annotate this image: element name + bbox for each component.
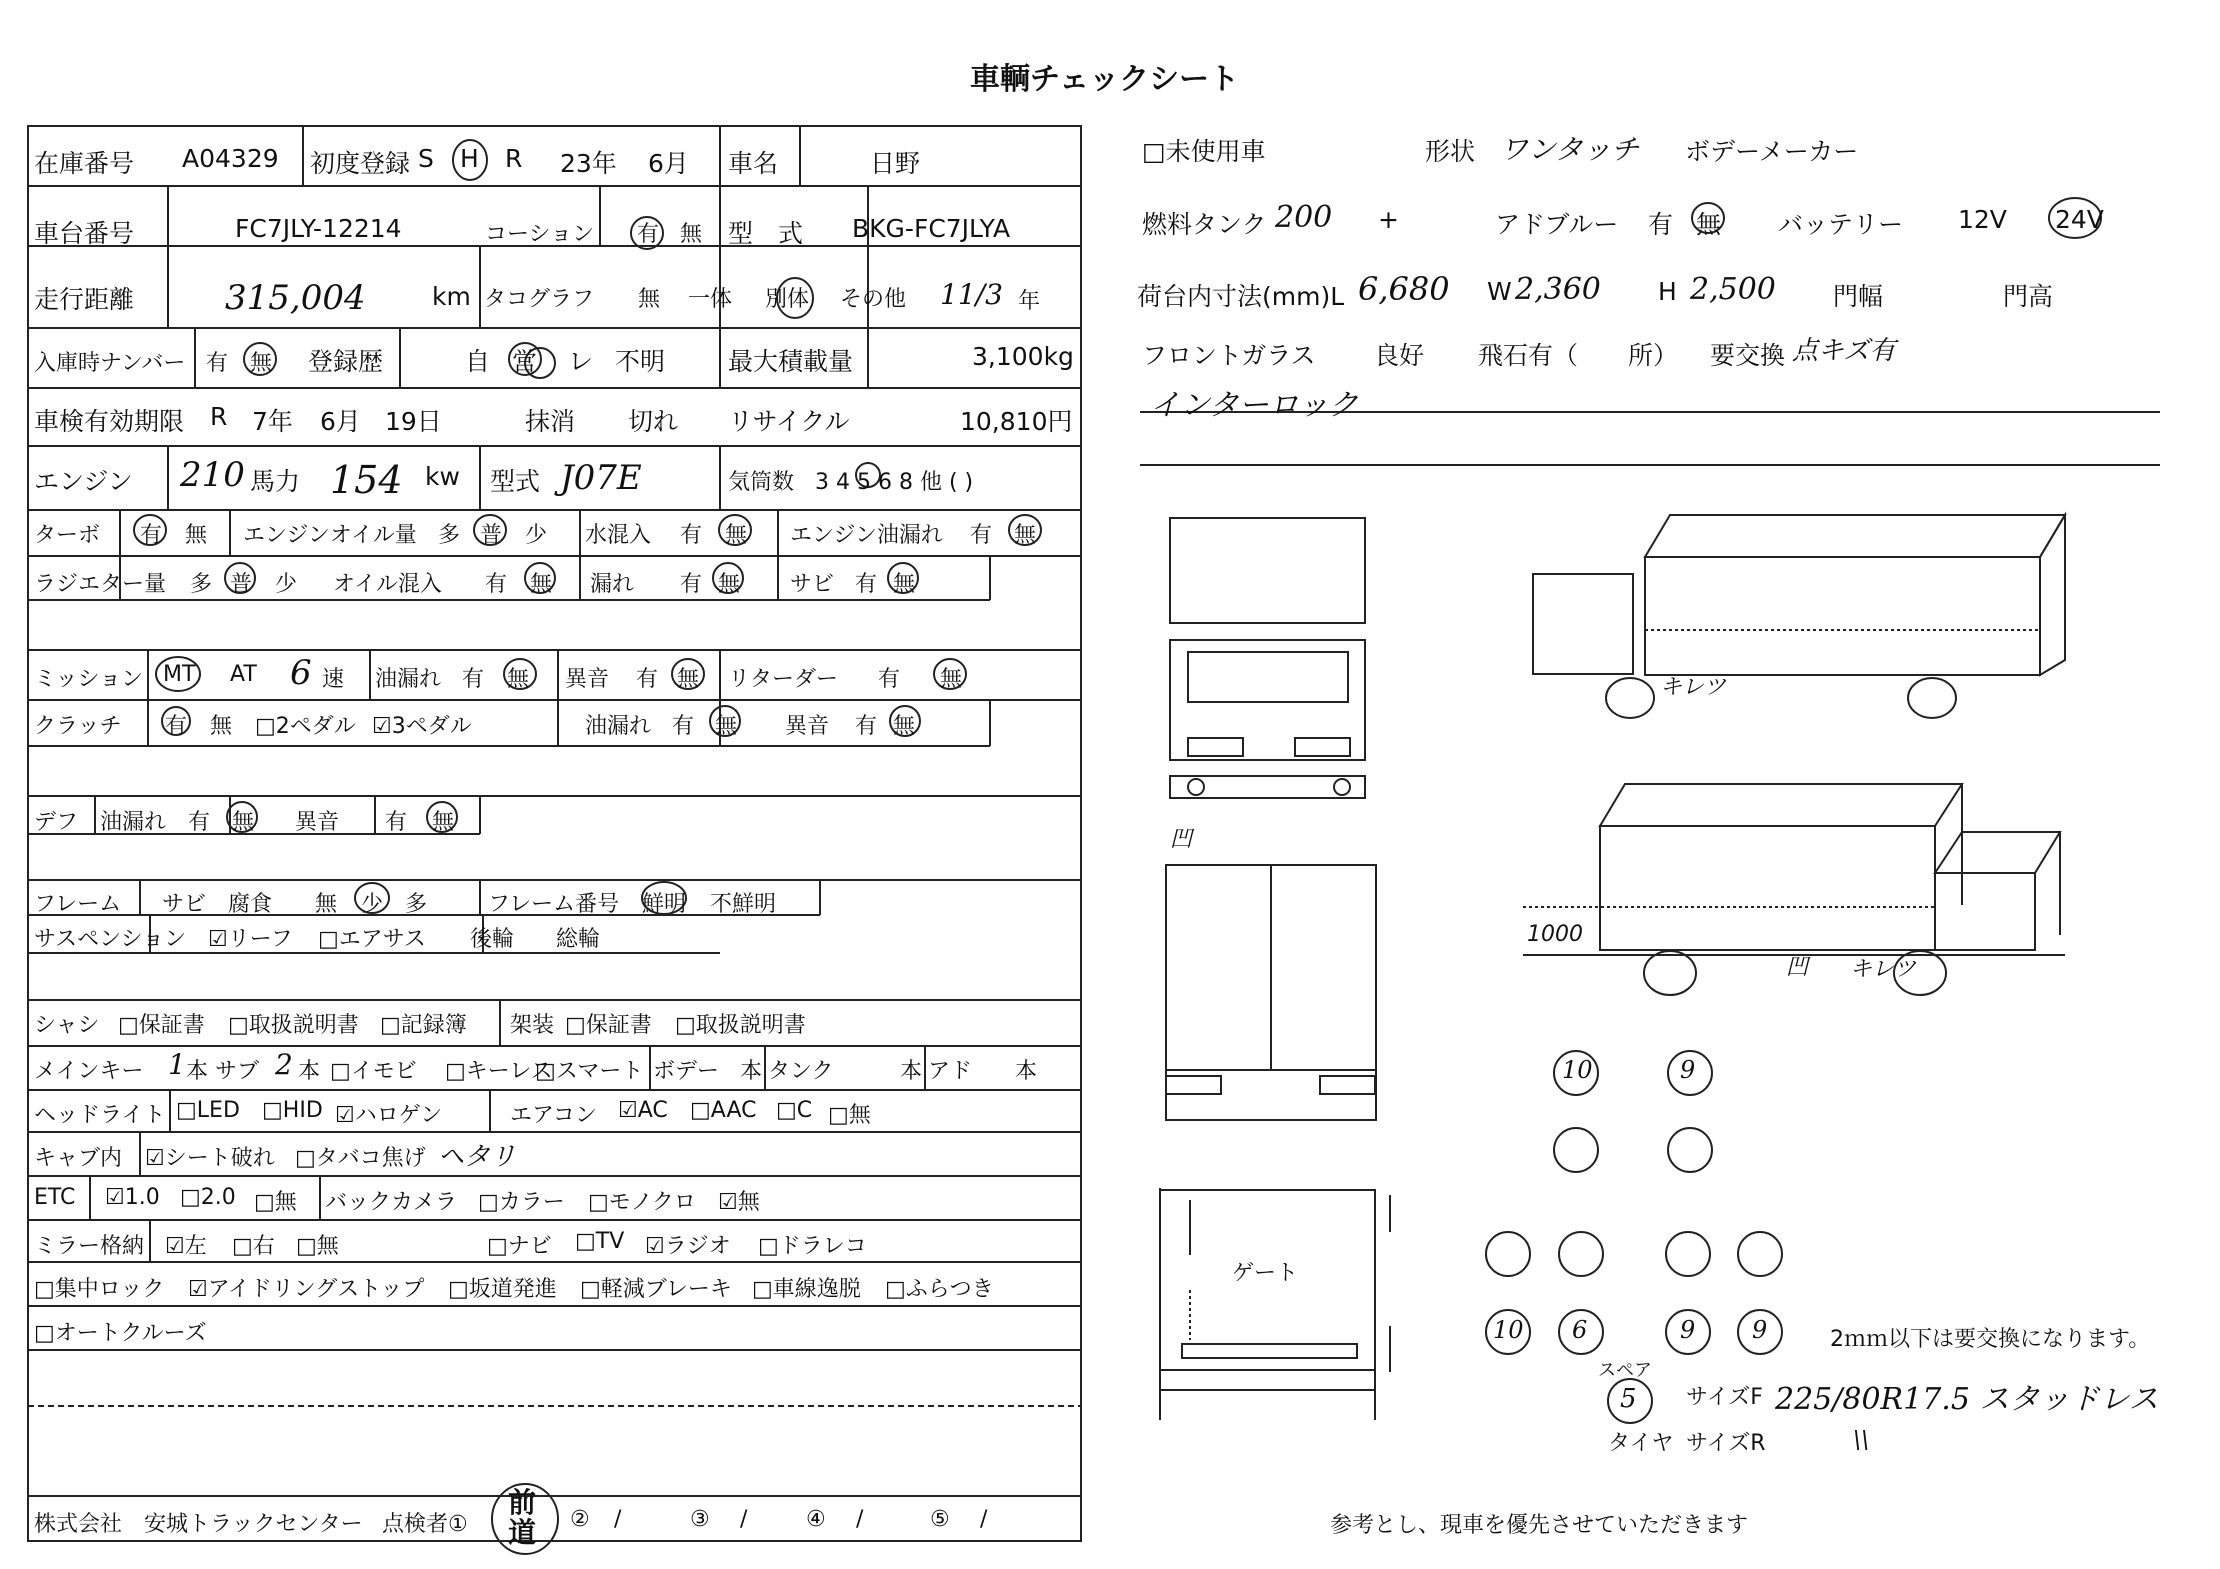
body-key-unit: 本 <box>740 1059 763 1084</box>
seat-tear: ☑シート破れ <box>145 1146 275 1171</box>
caution-has: 有 <box>637 222 660 247</box>
headlight-halogen: ☑ハロゲン <box>335 1103 443 1128</box>
headlight-label: ヘッドライト <box>34 1103 166 1128</box>
fuel-plus: + <box>1378 205 1399 234</box>
first-reg-label: 初度登録 <box>310 149 411 178</box>
tank-key-unit: 本 <box>900 1059 923 1084</box>
insp-month: 6月 <box>320 407 361 436</box>
reg-business: 営 <box>512 347 538 376</box>
engine-model-label: 型式 <box>490 467 541 496</box>
dim-l: 6,680 <box>1358 270 1450 308</box>
year-unit: 年 <box>1018 289 1041 314</box>
plate-has: 有 <box>206 351 229 376</box>
stock-no-label: 在庫番号 <box>34 149 135 178</box>
all-wheel: 総輪 <box>556 927 601 952</box>
pedal3: ☑3ペダル <box>372 714 472 739</box>
diff-noise-none: 無 <box>432 810 455 835</box>
sheet-title: 車輌チェックシート <box>970 62 1240 97</box>
idling-stop: ☑アイドリングストップ <box>188 1277 425 1302</box>
dent-mark-rear: 凹 <box>1170 827 1193 852</box>
inspector-4: ④ <box>806 1507 826 1532</box>
rust-label: サビ <box>790 572 835 597</box>
inspector-2: ② <box>570 1507 590 1532</box>
mission-leak-none: 無 <box>507 667 530 692</box>
company-name: 株式会社 安城トラックセンター <box>34 1512 363 1537</box>
disclaimer: 参考とし、現車を優先させていただきます <box>1330 1513 1749 1538</box>
dims-label: 荷台内寸法(mm)L <box>1137 282 1345 311</box>
clutch-leak-label: 油漏れ <box>585 714 652 739</box>
aircon-label: エアコン <box>510 1103 597 1128</box>
reg-private: 自 <box>465 347 491 376</box>
mileage-label: 走行距離 <box>34 285 135 314</box>
tacho-none: 無 <box>638 287 661 312</box>
air-sus: □エアサス <box>318 927 426 952</box>
inspector-label: 点検者① <box>382 1512 468 1537</box>
rear-wheel: 後輪 <box>470 927 515 952</box>
oil-mix-has: 有 <box>485 572 508 597</box>
size-r-label: サイズR <box>1686 1431 1766 1456</box>
brake-assist: □軽減ブレーキ <box>580 1277 732 1302</box>
insp-year: 7年 <box>252 407 293 436</box>
kw-unit: kw <box>425 462 460 491</box>
gate-height-label: 門高 <box>2003 282 2054 311</box>
hp-unit: 馬力 <box>250 467 301 496</box>
cyl-label: 気筒数 <box>728 470 795 495</box>
sub-key-label: サブ <box>215 1059 260 1084</box>
diff-leak-has: 有 <box>188 810 211 835</box>
frame-rust: サビ 腐食 <box>162 892 273 917</box>
rad-few: 少 <box>275 572 298 597</box>
remarks-note: インターロック <box>1150 388 1359 423</box>
speed-unit: 速 <box>322 667 345 692</box>
engine-kw: 154 <box>330 458 403 502</box>
headlight-hid: □HID <box>262 1098 323 1123</box>
leak-has: 有 <box>680 572 703 597</box>
slash-2: / <box>614 1507 622 1532</box>
smart: □スマート <box>535 1059 644 1084</box>
clutch-noise-none: 無 <box>893 714 916 739</box>
mirror-label: ミラー格納 <box>34 1234 145 1259</box>
model-label: 型 式 <box>728 219 804 248</box>
chassis-no-label: 車台番号 <box>34 219 135 248</box>
mission-noise-label: 異音 <box>565 667 610 692</box>
key-count: 1 <box>168 1048 186 1081</box>
chassis-no: FC7JLY-12214 <box>235 214 402 243</box>
body-key-label: ボデー <box>653 1059 720 1084</box>
windshield-replace: 要交換 <box>1710 341 1786 370</box>
windshield-chips: 飛石有（ 所） <box>1478 341 1679 370</box>
chassis-docs-label: シャシ <box>34 1013 100 1038</box>
mission-noise-has: 有 <box>636 667 659 692</box>
era-s: S <box>418 144 434 173</box>
engine-leak-has: 有 <box>970 523 993 548</box>
max-load-label: 最大積載量 <box>728 347 854 376</box>
frame-none: 無 <box>315 892 338 917</box>
km-unit: km <box>432 282 471 311</box>
rad-many: 多 <box>190 572 213 597</box>
body-manual: □取扱説明書 <box>675 1013 806 1038</box>
ad-key-label: アド <box>928 1059 973 1084</box>
mileage: 315,004 <box>225 278 366 318</box>
immobi: □イモビ <box>330 1059 417 1084</box>
scratch-mark-side: キレツ <box>1850 957 1916 982</box>
mission-noise-none: 無 <box>677 667 700 692</box>
body-docs-label: 架装 <box>510 1013 555 1038</box>
plate-none: 無 <box>250 351 273 376</box>
engine-model: J07E <box>560 458 642 498</box>
diff-leak-label: 油漏れ <box>100 810 167 835</box>
oil-few: 少 <box>525 523 548 548</box>
inspector-3: ③ <box>690 1507 710 1532</box>
turbo-label: ターボ <box>34 523 101 548</box>
mission-leak-has: 有 <box>462 667 485 692</box>
aircon-aac: □AAC <box>690 1098 757 1123</box>
engine-label: エンジン <box>34 467 133 496</box>
gate-width-label: 門幅 <box>1833 282 1884 311</box>
tacho-label: タコグラフ <box>484 287 595 312</box>
tacho-integrated: 一体 <box>688 287 733 312</box>
tire-front-right: 9 <box>1680 1056 1696 1084</box>
pedal2: □2ペダル <box>255 714 356 739</box>
frame-no-label: フレーム番号 <box>488 892 620 917</box>
cab-note: ヘタリ <box>438 1142 517 1172</box>
erased: 抹消 <box>525 407 576 436</box>
size-f: 225/80R17.5 スタッドレス <box>1775 1382 2159 1417</box>
spare-tire: 5 <box>1620 1384 1637 1414</box>
water-none: 無 <box>725 523 748 548</box>
battery-12v: 12V <box>1958 205 2007 234</box>
tire-rear-4: 9 <box>1752 1316 1768 1344</box>
wobble: □ふらつき <box>885 1277 994 1302</box>
central-lock: □集中ロック <box>34 1277 165 1302</box>
turbo-none: 無 <box>185 523 208 548</box>
tire-rear-1: 10 <box>1493 1316 1524 1344</box>
dent-mark-side: 凹 <box>1786 955 1809 980</box>
mission-leak-label: 油漏れ <box>375 667 442 692</box>
drive-recorder: □ドラレコ <box>758 1234 867 1259</box>
slash-3: / <box>740 1507 748 1532</box>
engine-leak-label: エンジン油漏れ <box>790 523 943 548</box>
tv: □TV <box>575 1229 625 1254</box>
key-unit: 本 <box>186 1059 209 1084</box>
unused-check: □未使用車 <box>1142 137 1266 166</box>
car-name: 日野 <box>870 149 921 178</box>
battery-24v: 24V <box>2055 205 2104 234</box>
reg-month: 6月 <box>648 149 689 178</box>
windshield-good: 良好 <box>1374 341 1425 370</box>
rust-has: 有 <box>855 572 878 597</box>
radiator-label: ラジエター量 <box>34 572 167 597</box>
distance-mark: 1000 <box>1527 922 1583 947</box>
turbo-has: 有 <box>140 523 163 548</box>
aircon-c: □C <box>776 1098 813 1123</box>
aircon-ac: ☑AC <box>618 1098 668 1123</box>
inspector-5: ⑤ <box>930 1507 950 1532</box>
retarder-label: リターダー <box>728 667 839 692</box>
tacho-date: 11/3 <box>940 278 1003 311</box>
tire-rear-3: 9 <box>1680 1316 1696 1344</box>
sub-key-unit: 本 <box>298 1059 321 1084</box>
camera-color: □カラー <box>478 1190 565 1215</box>
sub-key-count: 2 <box>275 1048 293 1081</box>
leak-label: 漏れ <box>590 572 635 597</box>
water-mix-label: 水混入 <box>585 523 652 548</box>
ad-key-unit: 本 <box>1015 1059 1038 1084</box>
navi: □ナビ <box>487 1234 552 1259</box>
diff-label: デフ <box>34 810 79 835</box>
camera-none: ☑無 <box>718 1190 760 1215</box>
headlight-led: □LED <box>176 1098 240 1123</box>
suspension-label: サスペンション <box>34 927 187 952</box>
back-camera-label: バックカメラ <box>325 1190 458 1215</box>
scratch-mark-front: キレツ <box>1660 675 1726 700</box>
adblue-has: 有 <box>1648 210 1674 239</box>
inspector-stamp: 前道 <box>508 1486 537 1549</box>
oil-mix-none: 無 <box>530 572 553 597</box>
etc-none: □無 <box>254 1190 297 1215</box>
mirror-left: ☑左 <box>165 1234 207 1259</box>
clutch-noise-has: 有 <box>855 714 878 739</box>
windshield-label: フロントガラス <box>1142 341 1316 370</box>
tire-front-left: 10 <box>1562 1056 1593 1084</box>
at: AT <box>230 662 257 687</box>
retarder-none: 無 <box>940 667 963 692</box>
diff-noise-has: 有 <box>385 810 408 835</box>
rad-normal: 普 <box>230 572 253 597</box>
dim-h-label: H <box>1658 277 1677 306</box>
caution-label: コーション <box>485 222 595 247</box>
body-maker-label: ボデーメーカー <box>1685 137 1859 166</box>
shape-label: 形状 <box>1425 137 1476 166</box>
clutch-label: クラッチ <box>34 714 122 739</box>
engine-hp: 210 <box>180 455 245 495</box>
adblue-label: アドブルー <box>1495 210 1619 239</box>
tire-rear-2: 6 <box>1572 1316 1588 1344</box>
battery-label: バッテリー <box>1778 210 1904 239</box>
era-r: R <box>505 144 523 173</box>
body-warranty: □保証書 <box>565 1013 652 1038</box>
oil-level-label: エンジンオイル量 <box>243 523 417 548</box>
tire-label: タイヤ <box>1608 1431 1674 1456</box>
tire-note: 2ｍｍ以下は要交換になります。 <box>1830 1327 2151 1352</box>
dim-w: 2,360 <box>1515 272 1601 307</box>
mirror-right: □右 <box>232 1234 275 1259</box>
main-key-label: メインキー <box>34 1059 144 1084</box>
mt: MT <box>163 662 196 687</box>
chassis-record: □記録簿 <box>380 1013 467 1038</box>
frame-many: 多 <box>405 892 428 917</box>
reg-rental: レ <box>568 347 594 376</box>
frame-label: フレーム <box>34 892 122 917</box>
diff-noise-label: 異音 <box>295 810 340 835</box>
clutch-leak-has: 有 <box>672 714 695 739</box>
oil-many: 多 <box>438 523 461 548</box>
tobacco: □タバコ焦げ <box>295 1146 426 1171</box>
regist-label: 登録歴 <box>308 347 384 376</box>
radio: ☑ラジオ <box>645 1234 731 1259</box>
clutch-leak-none: 無 <box>715 714 738 739</box>
chassis-manual: □取扱説明書 <box>228 1013 359 1038</box>
slash-4: / <box>856 1507 864 1532</box>
max-load: 3,100kg <box>972 342 1074 371</box>
caution-none: 無 <box>680 222 703 247</box>
lane-departure: □車線逸脱 <box>752 1277 861 1302</box>
dim-w-label: W <box>1487 277 1512 306</box>
retarder-has: 有 <box>878 667 901 692</box>
stock-no: A04329 <box>182 144 279 173</box>
recycle-label: リサイクル <box>728 407 850 436</box>
reg-year: 23年 <box>560 149 617 178</box>
adblue-none: 無 <box>1696 210 1722 239</box>
rust-none: 無 <box>893 572 916 597</box>
mirror-none: □無 <box>296 1234 339 1259</box>
etc-label: ETC <box>34 1185 76 1210</box>
etc-1: ☑1.0 <box>105 1185 160 1210</box>
frame-few: 少 <box>361 892 384 917</box>
recycle: 10,810円 <box>960 407 1073 436</box>
reg-unknown: 不明 <box>615 347 666 376</box>
oil-mix-label: オイル混入 <box>333 572 442 597</box>
aircon-none: □無 <box>828 1103 871 1128</box>
frame-unclear: 不鮮明 <box>710 892 777 917</box>
model: BKG-FC7JLYA <box>852 214 1011 243</box>
shape: ワンタッチ <box>1500 133 1639 166</box>
water-has: 有 <box>680 523 703 548</box>
spare-label: スペア <box>1598 1360 1652 1381</box>
cruise: □オートクルーズ <box>34 1321 207 1346</box>
insp-era: R <box>210 402 228 431</box>
mission-label: ミッション <box>34 667 144 692</box>
keyless: □キーレス <box>445 1059 553 1084</box>
era-h: H <box>460 144 479 173</box>
oil-normal: 普 <box>480 523 503 548</box>
fuel-label: 燃料タンク <box>1142 210 1267 239</box>
car-name-label: 車名 <box>728 149 779 178</box>
plate-label: 入庫時ナンバー <box>34 351 186 376</box>
chassis-warranty: □保証書 <box>118 1013 205 1038</box>
gate-label: ゲート <box>1232 1261 1299 1286</box>
clutch-noise-label: 異音 <box>785 714 830 739</box>
etc-2: □2.0 <box>180 1185 236 1210</box>
leak-none: 無 <box>718 572 741 597</box>
speeds: 6 <box>290 653 312 693</box>
hill-start: □坂道発進 <box>448 1277 557 1302</box>
tank-key-label: タンク <box>768 1059 834 1084</box>
diff-leak-none: 無 <box>232 810 255 835</box>
inspection-label: 車検有効期限 <box>34 407 185 436</box>
frame-clear: 鮮明 <box>642 892 687 917</box>
windshield-note: 点キズ有 <box>1792 336 1896 366</box>
camera-mono: □モノクロ <box>588 1190 696 1215</box>
dim-h: 2,500 <box>1690 272 1776 307</box>
cab-label: キャブ内 <box>34 1146 123 1171</box>
tacho-other: その他 <box>840 287 907 312</box>
fuel: 200 <box>1275 200 1333 235</box>
tacho-separate: 別体 <box>765 287 810 312</box>
size-f-label: サイズF <box>1686 1385 1763 1410</box>
clutch-has: 有 <box>165 714 188 739</box>
slash-5: / <box>980 1507 988 1532</box>
insp-day: 19日 <box>385 407 442 436</box>
cyl-options: 3 4 5 6 8 他 ( ) <box>815 470 974 495</box>
engine-leak-none: 無 <box>1014 523 1037 548</box>
leaf: ☑リーフ <box>208 927 293 952</box>
size-r: \\ <box>1853 1426 1870 1454</box>
clutch-none: 無 <box>210 714 233 739</box>
expired: 切れ <box>628 407 679 436</box>
